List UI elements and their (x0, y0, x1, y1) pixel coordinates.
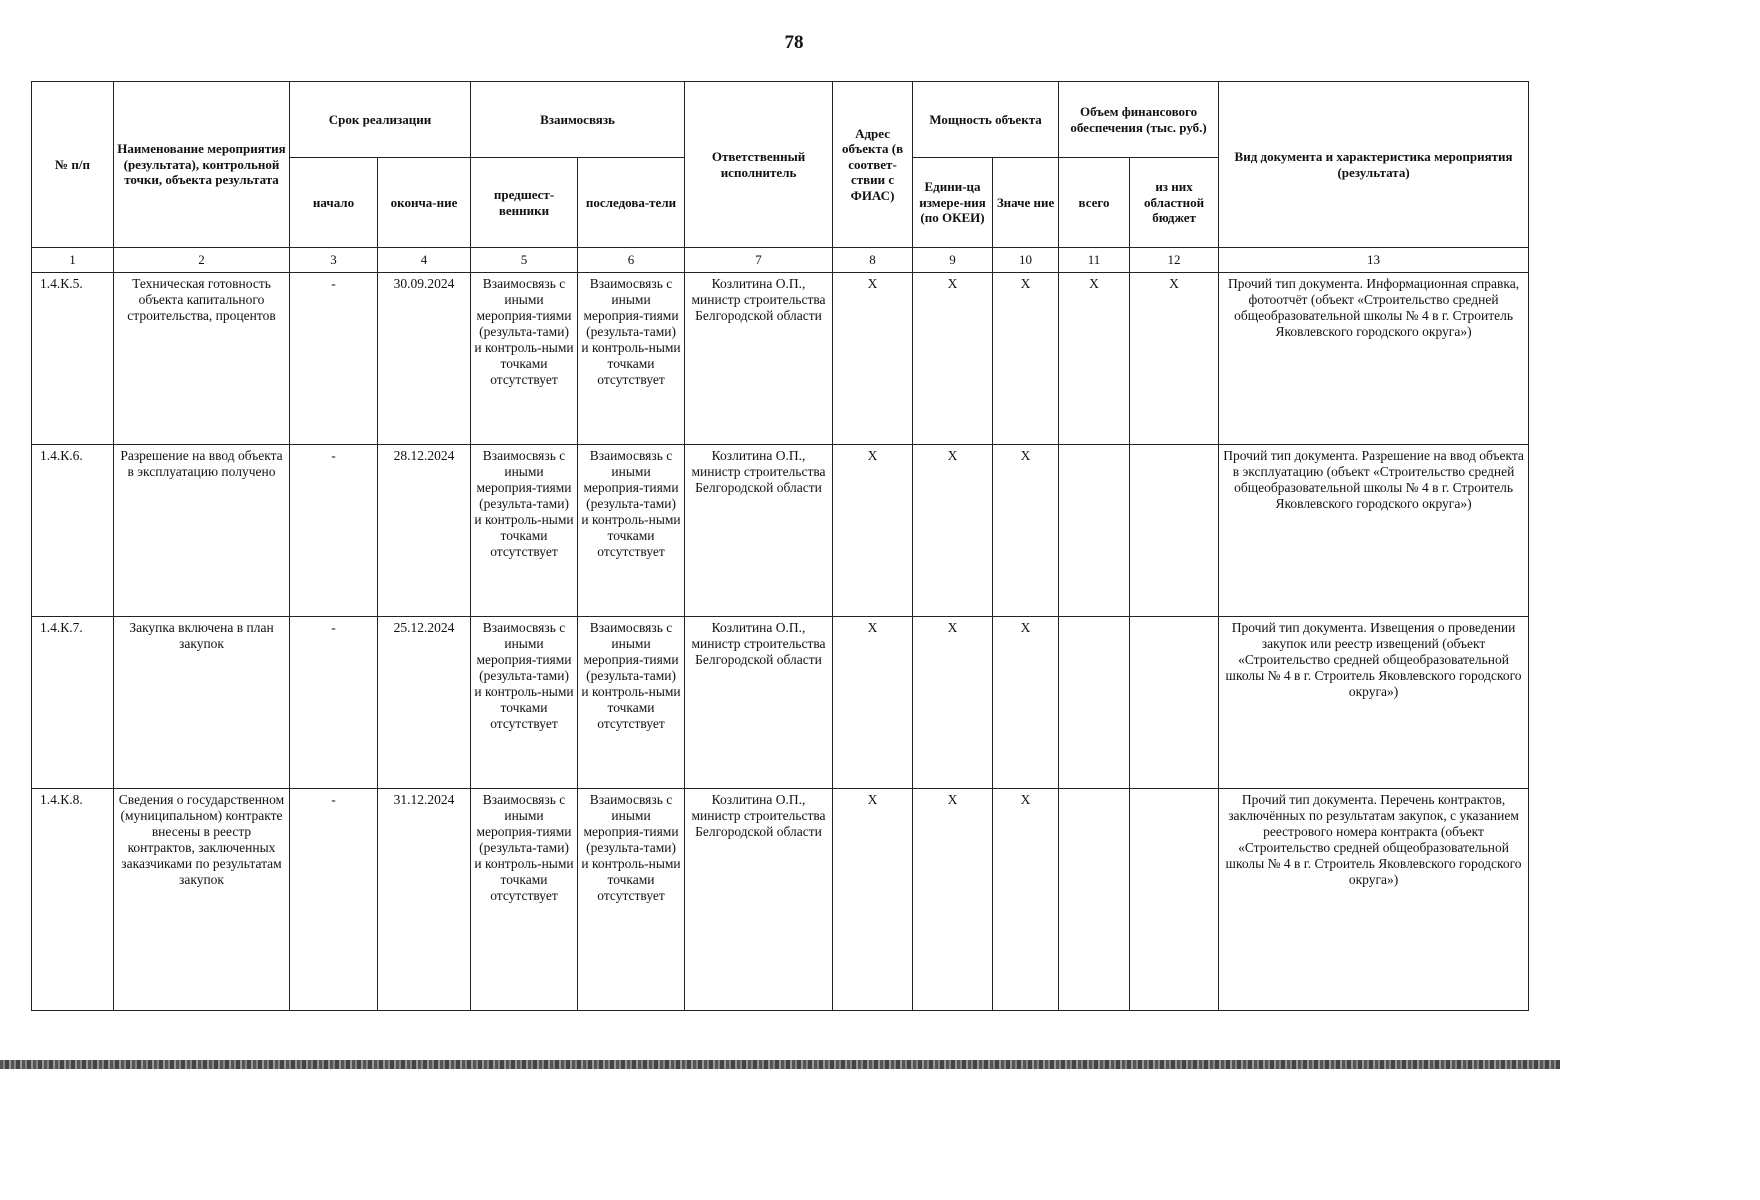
row-value: X (993, 789, 1059, 1011)
row-name: Закупка включена в план закупок (114, 617, 290, 789)
row-start: - (290, 273, 378, 445)
header-link-successors: последова-тели (578, 158, 685, 248)
row-start: - (290, 445, 378, 617)
header-capacity-value: Значе ние (993, 158, 1059, 248)
column-number: 3 (290, 248, 378, 273)
row-predecessors: Взаимосвязь с иными мероприя-тиями (результа-тами) и контроль-ными точками отсутствует (471, 617, 578, 789)
scan-edge-strip (0, 1060, 1560, 1069)
column-number: 2 (114, 248, 290, 273)
column-number: 6 (578, 248, 685, 273)
row-total: X (1059, 273, 1130, 445)
column-number: 4 (378, 248, 471, 273)
row-predecessors: Взаимосвязь с иными мероприя-тиями (результа-тами) и контроль-ными точками отсутствует (471, 273, 578, 445)
row-responsible: Козлитина О.П., министр строительства Белгородской области (685, 789, 833, 1011)
row-value: X (993, 445, 1059, 617)
column-number: 8 (833, 248, 913, 273)
column-number: 10 (993, 248, 1059, 273)
header-period-start: начало (290, 158, 378, 248)
row-regional (1130, 789, 1219, 1011)
column-number: 13 (1219, 248, 1529, 273)
row-successors: Взаимосвязь с иными мероприя-тиями (результа-тами) и контроль-ными точками отсутствует (578, 789, 685, 1011)
row-code: 1.4.К.8. (32, 789, 114, 1011)
table-header (32, 82, 1529, 273)
row-document: Прочий тип документа. Разрешение на ввод объекта в эксплуатацию (объект «Строительство средней общеобразовательной школы № 4 в г. Строитель Яковлевского городского округа») (1219, 445, 1529, 617)
row-total (1059, 617, 1130, 789)
row-address: X (833, 789, 913, 1011)
table-row (32, 789, 1529, 1011)
column-number: 12 (1130, 248, 1219, 273)
row-address: X (833, 445, 913, 617)
row-responsible: Козлитина О.П., министр строительства Белгородской области (685, 445, 833, 617)
row-unit: X (913, 789, 993, 1011)
row-total (1059, 445, 1130, 617)
row-value: X (993, 273, 1059, 445)
row-end: 31.12.2024 (378, 789, 471, 1011)
row-unit: X (913, 617, 993, 789)
row-address: X (833, 617, 913, 789)
page-number: 78 (784, 32, 804, 53)
row-start: - (290, 789, 378, 1011)
header-finance: Объем финансового обеспечения (тыс. руб.) (1059, 82, 1219, 158)
row-end: 25.12.2024 (378, 617, 471, 789)
row-end: 28.12.2024 (378, 445, 471, 617)
header-name: Наименование мероприятия (результата), контрольной точки, объекта результата (114, 82, 290, 248)
row-responsible: Козлитина О.П., министр строительства Белгородской области (685, 273, 833, 445)
row-successors: Взаимосвязь с иными мероприя-тиями (результа-тами) и контроль-ными точками отсутствует (578, 617, 685, 789)
row-predecessors: Взаимосвязь с иными мероприя-тиями (результа-тами) и контроль-ными точками отсутствует (471, 445, 578, 617)
table-row (32, 445, 1529, 617)
header-finance-total: всего (1059, 158, 1130, 248)
header-capacity-unit: Едини-ца измере-ния (по ОКЕИ) (913, 158, 993, 248)
header-link-predecessors: предшест-венники (471, 158, 578, 248)
row-code: 1.4.К.7. (32, 617, 114, 789)
row-name: Сведения о государственном (муниципальном) контракте внесены в реестр контрактов, заключенных заказчиками по результатам закупок (114, 789, 290, 1011)
plan-table (31, 81, 1529, 1011)
row-value: X (993, 617, 1059, 789)
row-name: Техническая готовность объекта капитального строительства, процентов (114, 273, 290, 445)
row-predecessors: Взаимосвязь с иными мероприя-тиями (результа-тами) и контроль-ными точками отсутствует (471, 789, 578, 1011)
header-responsible: Ответственный исполнитель (685, 82, 833, 248)
row-start: - (290, 617, 378, 789)
row-end: 30.09.2024 (378, 273, 471, 445)
header-link: Взаимосвязь (471, 82, 685, 158)
row-unit: X (913, 273, 993, 445)
row-document: Прочий тип документа. Извещения о проведении закупок или реестр извещений (объект «Строительство средней общеобразовательной школы № 4 в г. Строитель Яковлевского городского округа») (1219, 617, 1529, 789)
column-number: 11 (1059, 248, 1130, 273)
row-unit: X (913, 445, 993, 617)
row-regional: X (1130, 273, 1219, 445)
row-address: X (833, 273, 913, 445)
column-number: 7 (685, 248, 833, 273)
row-regional (1130, 445, 1219, 617)
header-address: Адрес объекта (в соответ-ствии с ФИАС) (833, 82, 913, 248)
row-document: Прочий тип документа. Перечень контрактов, заключённых по результатам закупок, с указанием реестрового номера контракта (объект «Строительство средней общеобразовательной школы № 4 в г. Строитель Яковлевского городского округа») (1219, 789, 1529, 1011)
row-successors: Взаимосвязь с иными мероприя-тиями (результа-тами) и контроль-ными точками отсутствует (578, 273, 685, 445)
header-period: Срок реализации (290, 82, 471, 158)
table-row (32, 617, 1529, 789)
column-number: 9 (913, 248, 993, 273)
row-code: 1.4.К.6. (32, 445, 114, 617)
row-regional (1130, 617, 1219, 789)
header-capacity: Мощность объекта (913, 82, 1059, 158)
header-finance-regional: из них областной бюджет (1130, 158, 1219, 248)
table-row (32, 273, 1529, 445)
header-number: № п/п (32, 82, 114, 248)
column-number-row (32, 248, 1529, 273)
row-successors: Взаимосвязь с иными мероприя-тиями (результа-тами) и контроль-ными точками отсутствует (578, 445, 685, 617)
row-name: Разрешение на ввод объекта в эксплуатацию получено (114, 445, 290, 617)
table-body (32, 273, 1529, 1011)
row-document: Прочий тип документа. Информационная справка, фотоотчёт (объект «Строительство средней общеобразовательной школы № 4 в г. Строитель Яковлевского городского округа») (1219, 273, 1529, 445)
header-document: Вид документа и характеристика мероприятия (результата) (1219, 82, 1529, 248)
row-responsible: Козлитина О.П., министр строительства Белгородской области (685, 617, 833, 789)
row-code: 1.4.К.5. (32, 273, 114, 445)
column-number: 5 (471, 248, 578, 273)
column-number: 1 (32, 248, 114, 273)
row-total (1059, 789, 1130, 1011)
header-period-end: оконча-ние (378, 158, 471, 248)
